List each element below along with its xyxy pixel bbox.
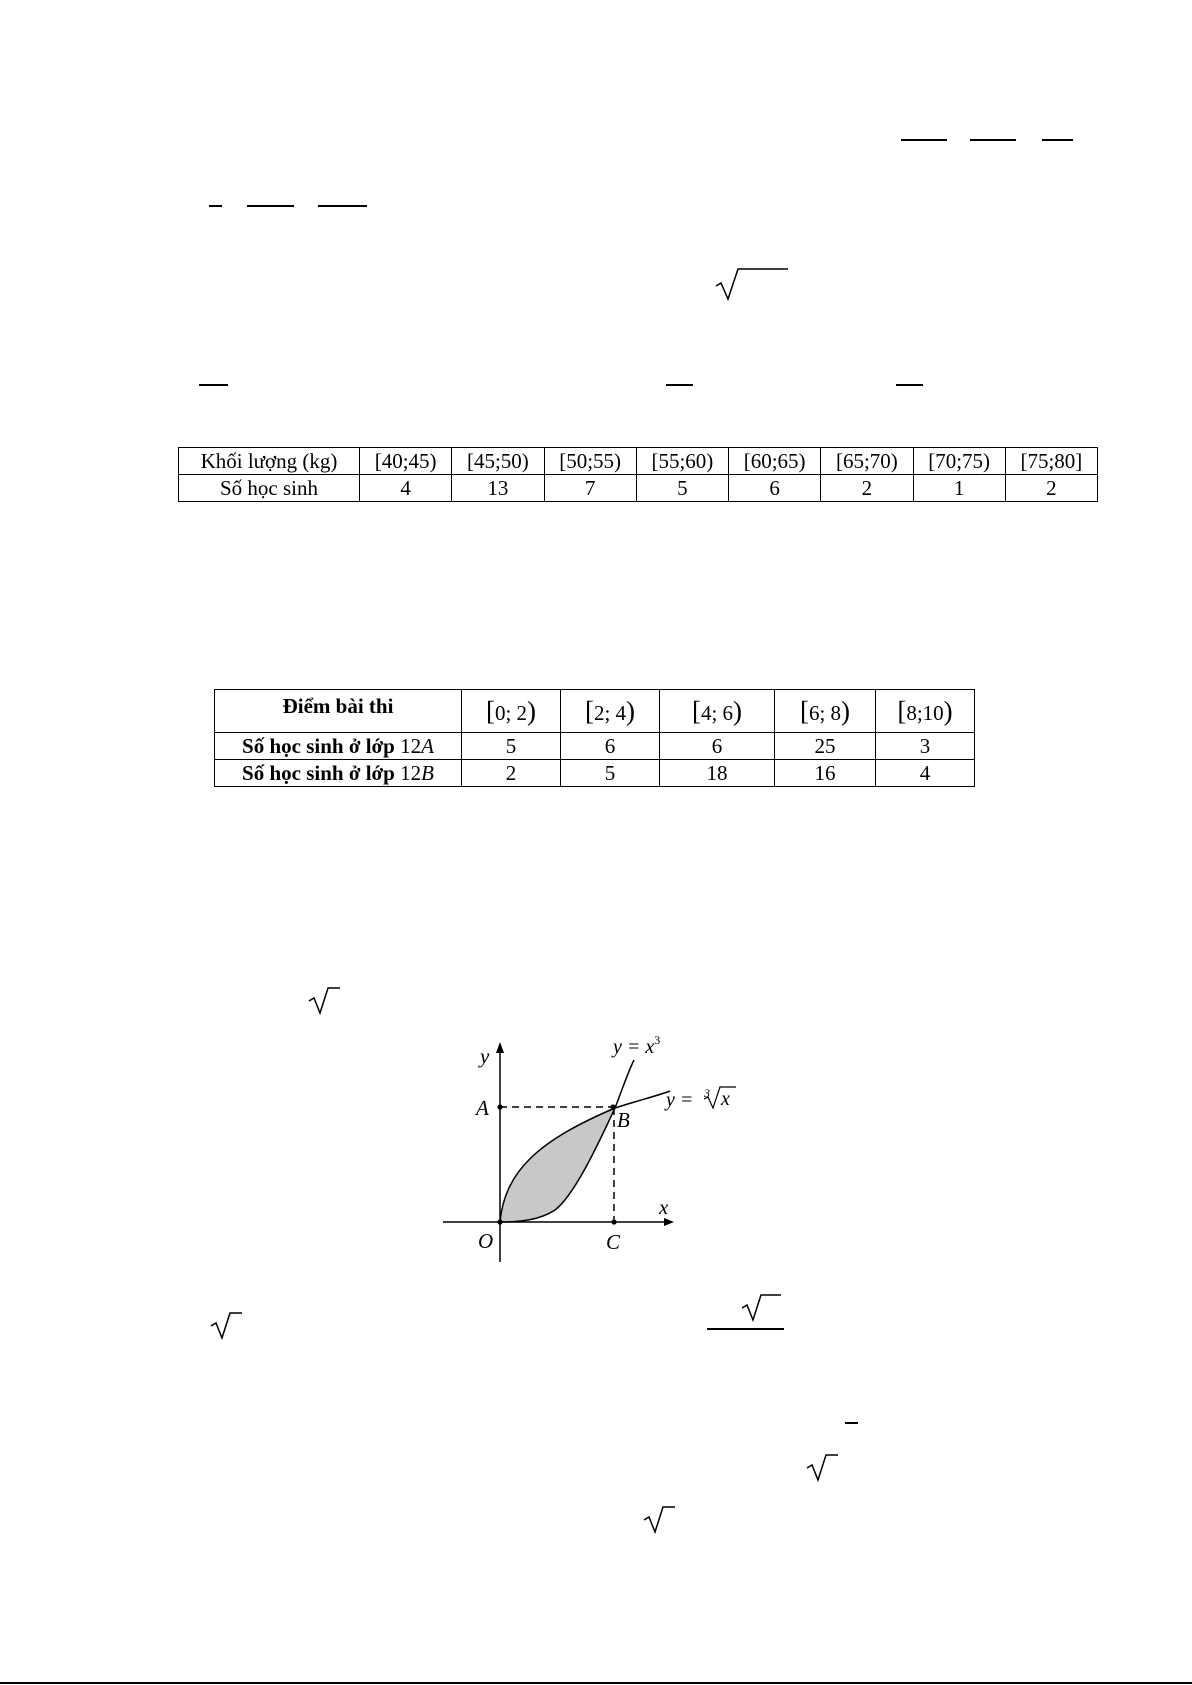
label-curve-cube-root	[664, 1089, 693, 1111]
point-O	[497, 1219, 502, 1224]
close-bracket: )	[943, 695, 953, 726]
table-cell: [75;80]	[1005, 448, 1097, 475]
table-cell	[462, 690, 561, 733]
page-bottom-rule	[0, 1682, 1192, 1684]
table-cell: 6	[660, 733, 775, 760]
table-row-label	[215, 760, 462, 787]
table-header-cell: Khối lượng (kg)	[179, 448, 360, 475]
fraction-bar	[666, 384, 693, 386]
open-bracket: [	[799, 695, 809, 726]
table-cell: [50;55)	[544, 448, 636, 475]
label-x-axis: x	[659, 1195, 669, 1219]
table-cell: 5	[561, 760, 660, 787]
table-cell: 5	[462, 733, 561, 760]
open-bracket: [	[897, 695, 907, 726]
table-cell: [60;65)	[729, 448, 821, 475]
point-A	[497, 1104, 502, 1109]
fraction-bar	[199, 384, 228, 386]
open-bracket: [	[485, 695, 495, 726]
open-bracket: [	[584, 695, 594, 726]
x-axis-arrow	[664, 1218, 674, 1226]
interval-text: 0; 2	[494, 700, 528, 725]
table-cell: 4	[360, 475, 452, 502]
row-label-text: Số học sinh ở lớp	[242, 760, 401, 785]
table-cell: 6	[729, 475, 821, 502]
label-y-axis: y	[480, 1044, 490, 1068]
curve-figure	[440, 1030, 740, 1266]
radical-sign	[209, 1310, 243, 1340]
table-row	[179, 475, 1098, 502]
class-number: 12	[400, 760, 422, 785]
score-table	[214, 689, 975, 787]
table-row	[215, 733, 975, 760]
fraction-bar	[707, 1328, 784, 1330]
class-letter: A	[421, 733, 434, 758]
table-row	[179, 448, 1098, 475]
table-cell: 16	[775, 760, 876, 787]
shaded-region	[500, 1108, 615, 1222]
label-O: O	[478, 1229, 494, 1253]
table-cell: 2	[462, 760, 561, 787]
cube-root-arg: x	[721, 1088, 730, 1110]
radical-sign	[805, 1452, 839, 1482]
y-axis-arrow	[496, 1042, 504, 1053]
table-header-cell: Số học sinh	[179, 475, 360, 502]
close-bracket: )	[626, 695, 636, 726]
table-cell	[775, 690, 876, 733]
interval-text: 2; 4	[593, 700, 627, 725]
close-bracket: )	[527, 695, 537, 726]
open-bracket: [	[691, 695, 701, 726]
table-cell: 3	[876, 733, 975, 760]
class-letter: B	[421, 760, 434, 785]
table-cell: 18	[660, 760, 775, 787]
table-cell: 5	[636, 475, 728, 502]
table-cell: 1	[913, 475, 1005, 502]
fraction-bar	[1042, 139, 1073, 141]
table-cell: 7	[544, 475, 636, 502]
fraction-bar	[247, 205, 294, 207]
table-cell: [70;75)	[913, 448, 1005, 475]
curve-cube-root-lhs: y =	[666, 1089, 694, 1111]
fraction-bar	[896, 384, 923, 386]
table-header-cell	[215, 690, 462, 733]
weight-table	[178, 447, 1098, 502]
table-cell	[876, 690, 975, 733]
fraction-bar	[209, 205, 222, 207]
table-row	[215, 760, 975, 787]
radical-sign	[307, 985, 341, 1015]
radical-sign	[740, 1292, 782, 1322]
label-A: A	[476, 1096, 489, 1120]
table-cell: [40;45)	[360, 448, 452, 475]
label-curve-cubic	[611, 1033, 660, 1058]
table-cell: 13	[452, 475, 544, 502]
row-label-text: Số học sinh ở lớp	[242, 733, 401, 758]
fraction-bar	[318, 205, 367, 207]
close-bracket: )	[841, 695, 851, 726]
radical-sign	[642, 1504, 676, 1534]
table-cell: 2	[1005, 475, 1097, 502]
point-C	[611, 1219, 616, 1224]
table-cell: [45;50)	[452, 448, 544, 475]
table-cell: [65;70)	[821, 448, 913, 475]
table-cell: [55;60)	[636, 448, 728, 475]
table-cell: 25	[775, 733, 876, 760]
interval-text: 6; 8	[808, 700, 842, 725]
table-row	[215, 690, 975, 733]
fraction-bar	[970, 139, 1016, 141]
radical-sign	[714, 266, 790, 302]
label-C: C	[606, 1230, 621, 1254]
table-cell	[660, 690, 775, 733]
table-header-label: Điểm bài thi	[282, 694, 394, 718]
curve-cubic-exponent: 3	[654, 1033, 661, 1047]
table-cell: 2	[821, 475, 913, 502]
fraction-bar	[901, 139, 947, 141]
cube-root-index: 3	[704, 1086, 710, 1100]
table-cell: 4	[876, 760, 975, 787]
class-number: 12	[400, 733, 422, 758]
label-B: B	[617, 1108, 630, 1132]
interval-text: 4; 6	[700, 700, 734, 725]
point-B	[610, 1104, 615, 1109]
interval-text: 8;10	[906, 700, 944, 725]
table-row-label	[215, 733, 462, 760]
table-cell	[561, 690, 660, 733]
curve-cubic-lhs: y = x	[613, 1036, 655, 1058]
close-bracket: )	[733, 695, 743, 726]
fraction-bar	[845, 1422, 858, 1424]
table-cell: 6	[561, 733, 660, 760]
